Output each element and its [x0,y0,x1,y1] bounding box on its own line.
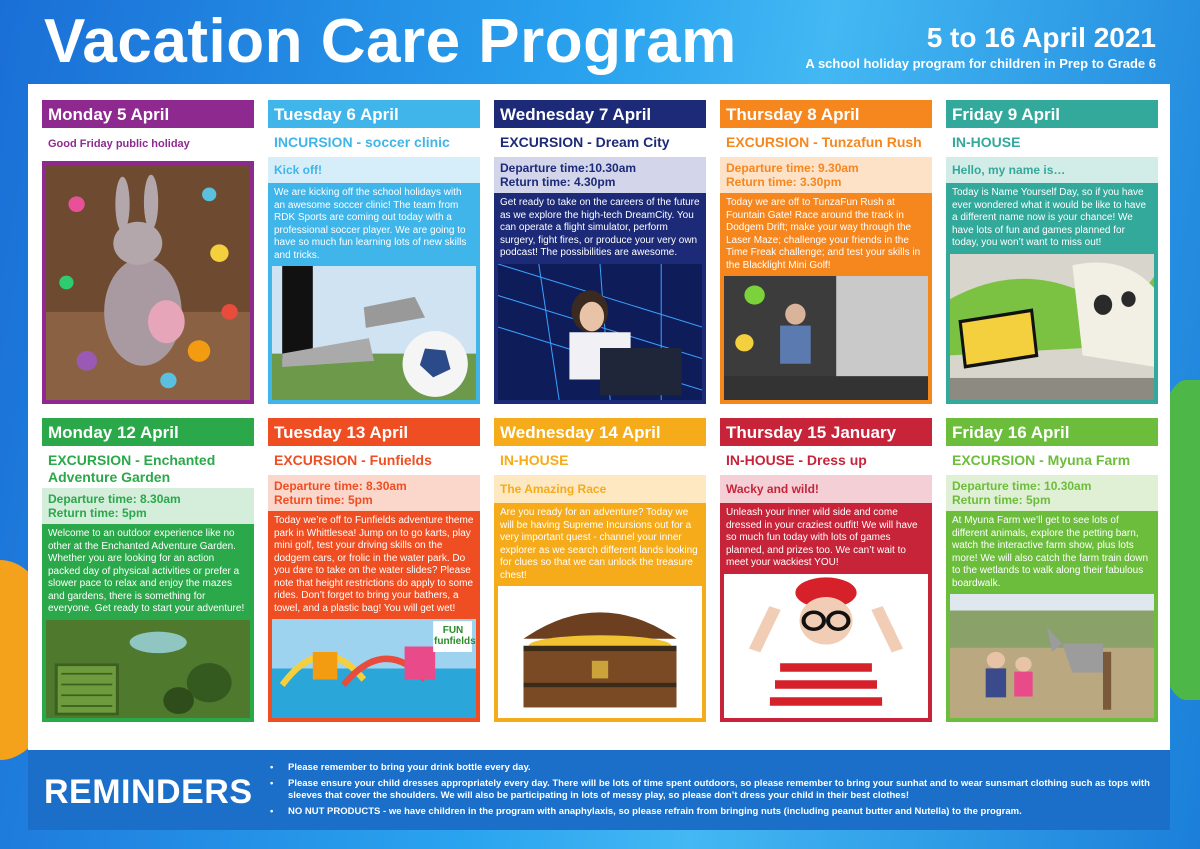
day-header: Tuesday 6 April [268,100,480,128]
card-times: Departure time: 9.30am Return time: 3.30pm [720,157,932,193]
day-card-wednesday-7 [494,100,706,404]
no-nut-products-label: NO NUT PRODUCTS [288,805,381,817]
dreamcity-photo [494,264,706,405]
reminders-list [268,762,1158,821]
card-title: IN-HOUSE [500,452,569,468]
day-card-tuesday-6 [268,100,480,404]
card-subtitle: Hello, my name is… [946,157,1158,183]
card-title: IN-HOUSE - Dress up [726,452,867,468]
day-header: Wednesday 7 April [494,100,706,128]
card-title: EXCURSION - Funfields [274,452,432,468]
card-description: Today we’re off to Funfields adventure theme park in Whittlesea! Jump on to go karts, play mini golf, test your driving skills on the dodgem cars, or frolic in the water park. Do you dare to take on the water slides? Please note that height restrictions do apply to some rides. Don’t forget to bring your bathers, a towel, and a plastic bag! You will get wet! [268,511,480,619]
header [0,0,1200,84]
card-description: Are you ready for an adventure? Today we will be having Supreme Incursions out for a very important quest - channel your inner explorer as we search different lands looking for clues so that we can unlock the treasure chest! [494,503,706,586]
day-header: Thursday 15 January [720,418,932,446]
card-title: IN-HOUSE [952,134,1021,150]
card-description: Get ready to take on the careers of the future as we explore the high-tech DreamCity. You can operate a flight simulator, perform surgery, fight fires, or produce your very own podcast! The possibilities are awesome. [494,193,706,264]
card-subtitle: Wacky and wild! [720,475,932,503]
card-description: Today is Name Yourself Day, so if you have ever wondered what it would be like to have a different name now is your chance! We have lots of fun and games planned for today, you won’t want to miss out! [946,183,1158,254]
day-card-thursday-15 [720,418,932,722]
reminder-item-nuts [268,806,1158,819]
bunny-easter-eggs-photo [42,161,254,404]
day-header: Thursday 8 April [720,100,932,128]
schedule-panel [28,84,1170,750]
reminder-item: • Please ensure your child dresses appropriately every day. There will be lots of time spent outdoors, so please remember to bring your sunhat and to wear sunsmart clothing such as tops with sleeves that cover the shoulders. We will also be participating in lots of messy play, so please don’t dress your child in their best clothes! [268,778,1158,803]
funfields-logo: FUN funfields [434,625,476,647]
card-title: EXCURSION - Tunzafun Rush [726,134,922,150]
card-times: Departure time: 10.30am Return time: 5pm [946,475,1158,511]
day-card-friday-9 [946,100,1158,404]
card-description: Welcome to an outdoor experience like no other at the Enchanted Adventure Garden. Whether you are looking for an action packed day of physical activities or prefer a slower pace to relax and enjoy the mazes and gardens, there is something for everyone. Get ready to start your adventure! [42,524,254,620]
day-header: Monday 5 April [42,100,254,128]
card-times: Departure time: 8.30am Return time: 5pm [268,475,480,511]
day-header: Friday 9 April [946,100,1158,128]
program-subtitle: A school holiday program for children in Prep to Grade 6 [805,56,1156,71]
reminders-section [28,750,1170,830]
day-card-friday-16 [946,418,1158,722]
card-description: Today we are off to TunzaFun Rush at Fountain Gate! Race around the track in Dodgem Drift; make your way through the Laser Maze; challenge your friends in the Time Freak challenge; and test your skills in the Blacklight Mini Golf! [720,193,932,276]
treasure-chest-photo [494,586,706,722]
card-description: We are kicking off the school holidays with an awesome soccer clinic! The team from RDK Sports are coming out today with a professional soccer player. We are going to have so much fun learning lots of new skills and tricks. [268,183,480,266]
dress-up-photo [720,574,932,723]
day-header: Friday 16 April [946,418,1158,446]
day-card-monday-5 [42,100,254,404]
card-title: EXCURSION - Enchanted Adventure Garden [48,452,216,485]
day-card-wednesday-14 [494,418,706,722]
hello-graffiti-photo [946,254,1158,405]
soccer-ball-photo [268,266,480,404]
page-title: Vacation Care Program [44,7,737,76]
day-card-tuesday-13 [268,418,480,722]
card-description: At Myuna Farm we’ll get to see lots of different animals, explore the petting barn, watch the interactive farm show, plus lots more! We will also catch the farm train down to the wetlands to walk along their fabulous boardwalk. [946,511,1158,594]
schedule-grid [42,100,1158,722]
card-title: Good Friday public holiday [48,138,190,150]
card-times: Departure time:10.30am Return time: 4.30pm [494,157,706,193]
reminders-title: REMINDERS [44,773,253,811]
funfields-photo [268,619,480,722]
card-description: Unleash your inner wild side and come dressed in your craziest outfit! We will have so much fun today with lots of games planned, and prizes too. We can’t wait to meet your wackiest YOU! [720,503,932,574]
card-title: INCURSION - soccer clinic [274,134,450,150]
garden-maze-photo [42,620,254,723]
farm-donkey-photo [946,594,1158,722]
day-card-monday-12 [42,418,254,722]
day-header: Tuesday 13 April [268,418,480,446]
day-card-thursday-8 [720,100,932,404]
no-nut-products-text: - we have children in the program with anaphylaxis, so please refrain from bringing nuts (including peanut butter and Nutella) to the program. [380,805,1022,817]
card-subtitle: The Amazing Race [494,475,706,503]
mini-golf-photo [720,276,932,404]
card-title: EXCURSION - Myuna Farm [952,452,1131,468]
card-times: Departure time: 8.30am Return time: 5pm [42,488,254,524]
day-header: Monday 12 April [42,418,254,446]
program-dates: 5 to 16 April 2021 [926,22,1156,53]
card-title: EXCURSION - Dream City [500,134,670,150]
card-subtitle: Kick off! [268,157,480,183]
day-header: Wednesday 14 April [494,418,706,446]
reminder-item: • Please remember to bring your drink bottle every day. [268,762,1158,775]
